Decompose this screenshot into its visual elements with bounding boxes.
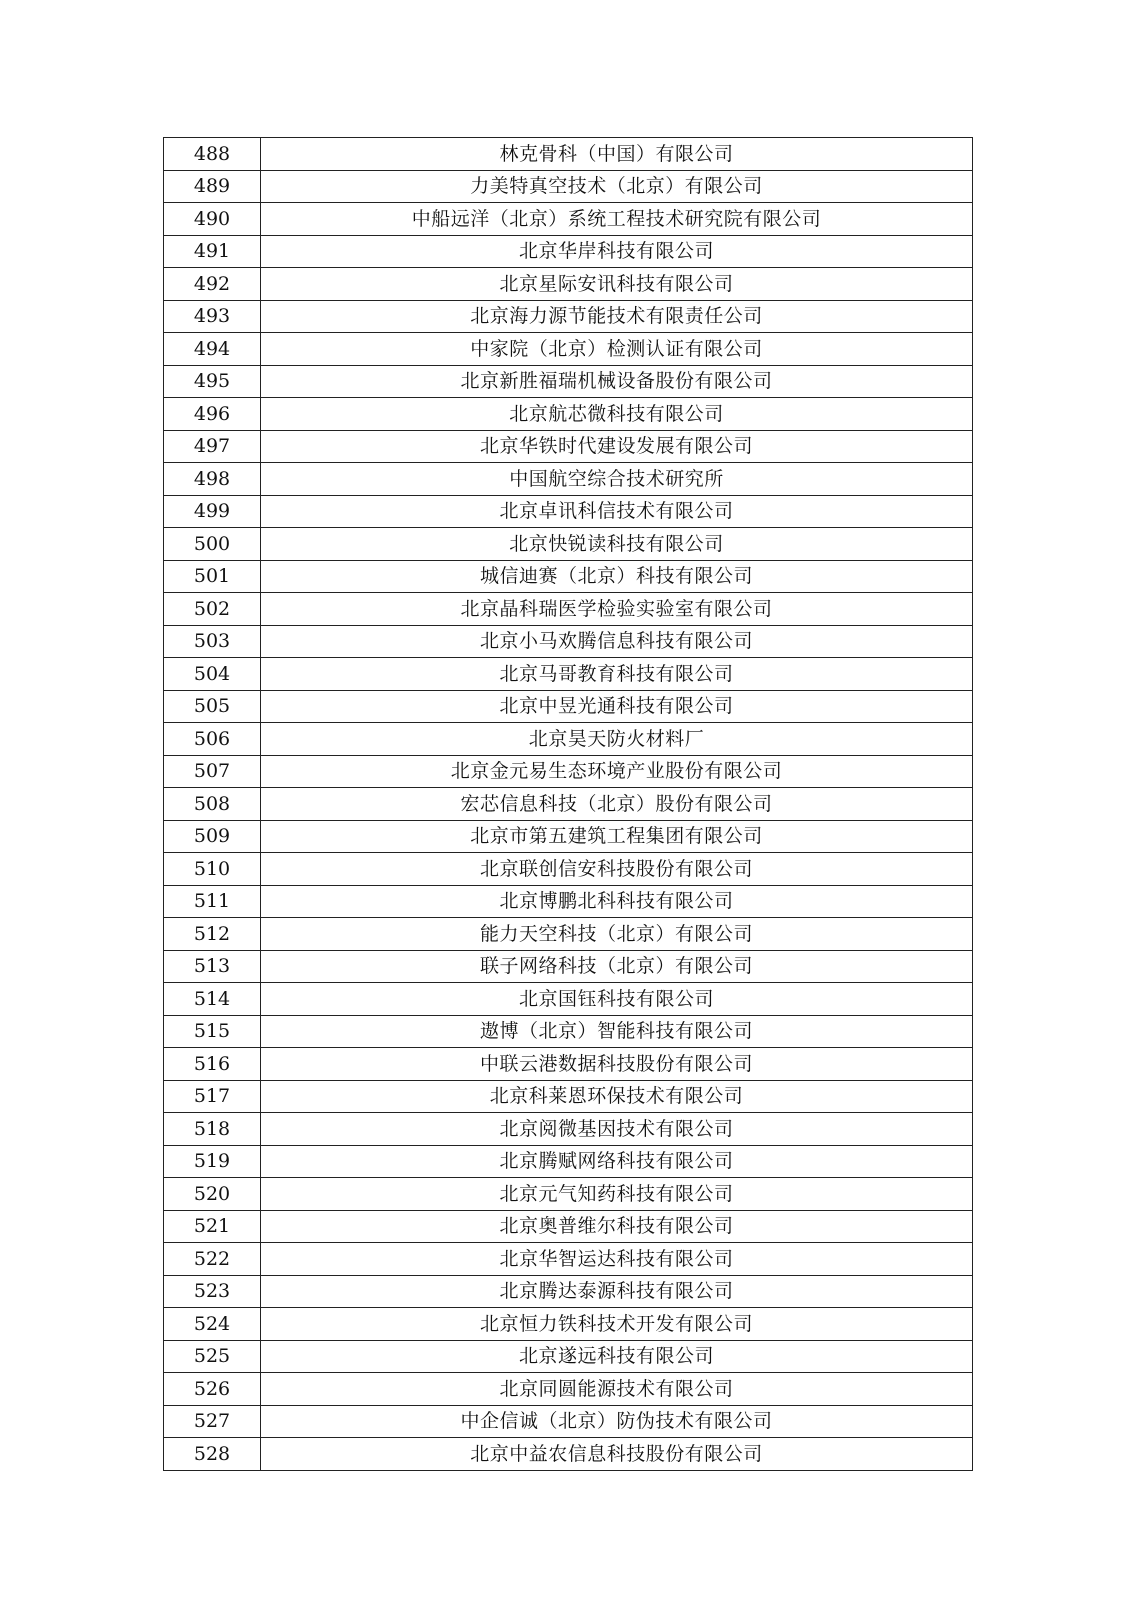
table-row <box>164 820 973 853</box>
table-row <box>164 138 973 171</box>
company-name-cell: 中船远洋（北京）系统工程技术研究院有限公司 <box>261 203 973 236</box>
company-name-cell: 中企信诚（北京）防伪技术有限公司 <box>261 1405 973 1438</box>
table-row <box>164 528 973 561</box>
table-row <box>164 1015 973 1048</box>
row-number-cell: 524 <box>164 1308 261 1341</box>
table-row <box>164 1405 973 1438</box>
table-row <box>164 300 973 333</box>
company-name-cell: 北京航芯微科技有限公司 <box>261 398 973 431</box>
row-number-cell: 489 <box>164 170 261 203</box>
company-name-cell: 北京海力源节能技术有限责任公司 <box>261 300 973 333</box>
table-row <box>164 755 973 788</box>
company-list-table <box>163 137 973 1471</box>
table-row <box>164 463 973 496</box>
row-number-cell: 518 <box>164 1113 261 1146</box>
row-number-cell: 526 <box>164 1373 261 1406</box>
table-row <box>164 983 973 1016</box>
row-number-cell: 503 <box>164 625 261 658</box>
company-name-cell: 联子网络科技（北京）有限公司 <box>261 950 973 983</box>
company-name-cell: 北京恒力铁科技术开发有限公司 <box>261 1308 973 1341</box>
row-number-cell: 513 <box>164 950 261 983</box>
row-number-cell: 496 <box>164 398 261 431</box>
row-number-cell: 520 <box>164 1178 261 1211</box>
table-row <box>164 1210 973 1243</box>
company-name-cell: 林克骨科（中国）有限公司 <box>261 138 973 171</box>
row-number-cell: 515 <box>164 1015 261 1048</box>
company-name-cell: 北京同圆能源技术有限公司 <box>261 1373 973 1406</box>
company-name-cell: 城信迪赛（北京）科技有限公司 <box>261 560 973 593</box>
row-number-cell: 493 <box>164 300 261 333</box>
table-row <box>164 1178 973 1211</box>
table-row <box>164 1145 973 1178</box>
company-name-cell: 北京遂远科技有限公司 <box>261 1340 973 1373</box>
table-row <box>164 1113 973 1146</box>
company-name-cell: 北京快锐读科技有限公司 <box>261 528 973 561</box>
row-number-cell: 488 <box>164 138 261 171</box>
row-number-cell: 490 <box>164 203 261 236</box>
table-row <box>164 1438 973 1471</box>
table-row <box>164 235 973 268</box>
company-name-cell: 北京华岸科技有限公司 <box>261 235 973 268</box>
row-number-cell: 512 <box>164 918 261 951</box>
table-row <box>164 1275 973 1308</box>
row-number-cell: 509 <box>164 820 261 853</box>
company-name-cell: 北京博鹏北科科技有限公司 <box>261 885 973 918</box>
company-name-cell: 北京华智运达科技有限公司 <box>261 1243 973 1276</box>
company-name-cell: 北京阅微基因技术有限公司 <box>261 1113 973 1146</box>
table-row <box>164 950 973 983</box>
row-number-cell: 525 <box>164 1340 261 1373</box>
company-name-cell: 能力天空科技（北京）有限公司 <box>261 918 973 951</box>
table-row <box>164 1373 973 1406</box>
row-number-cell: 494 <box>164 333 261 366</box>
row-number-cell: 497 <box>164 430 261 463</box>
row-number-cell: 501 <box>164 560 261 593</box>
company-name-cell: 北京卓讯科信技术有限公司 <box>261 495 973 528</box>
row-number-cell: 506 <box>164 723 261 756</box>
row-number-cell: 523 <box>164 1275 261 1308</box>
row-number-cell: 516 <box>164 1048 261 1081</box>
row-number-cell: 492 <box>164 268 261 301</box>
table-row <box>164 788 973 821</box>
table-row <box>164 1308 973 1341</box>
company-name-cell: 北京元气知药科技有限公司 <box>261 1178 973 1211</box>
company-name-cell: 北京昊天防火材料厂 <box>261 723 973 756</box>
company-name-cell: 北京星际安讯科技有限公司 <box>261 268 973 301</box>
row-number-cell: 505 <box>164 690 261 723</box>
company-name-cell: 宏芯信息科技（北京）股份有限公司 <box>261 788 973 821</box>
table-row <box>164 723 973 756</box>
row-number-cell: 511 <box>164 885 261 918</box>
row-number-cell: 521 <box>164 1210 261 1243</box>
table-row <box>164 918 973 951</box>
table-row <box>164 495 973 528</box>
table-row <box>164 1243 973 1276</box>
company-name-cell: 北京中益农信息科技股份有限公司 <box>261 1438 973 1471</box>
company-name-cell: 力美特真空技术（北京）有限公司 <box>261 170 973 203</box>
row-number-cell: 504 <box>164 658 261 691</box>
row-number-cell: 510 <box>164 853 261 886</box>
row-number-cell: 522 <box>164 1243 261 1276</box>
company-name-cell: 北京市第五建筑工程集团有限公司 <box>261 820 973 853</box>
table-row <box>164 268 973 301</box>
company-name-cell: 北京国钰科技有限公司 <box>261 983 973 1016</box>
row-number-cell: 507 <box>164 755 261 788</box>
row-number-cell: 517 <box>164 1080 261 1113</box>
company-name-cell: 北京马哥教育科技有限公司 <box>261 658 973 691</box>
company-name-cell: 中联云港数据科技股份有限公司 <box>261 1048 973 1081</box>
company-name-cell: 北京金元易生态环境产业股份有限公司 <box>261 755 973 788</box>
row-number-cell: 528 <box>164 1438 261 1471</box>
row-number-cell: 495 <box>164 365 261 398</box>
table-row <box>164 560 973 593</box>
table-row <box>164 333 973 366</box>
row-number-cell: 500 <box>164 528 261 561</box>
company-name-cell: 北京腾达泰源科技有限公司 <box>261 1275 973 1308</box>
company-name-cell: 遨博（北京）智能科技有限公司 <box>261 1015 973 1048</box>
table-row <box>164 170 973 203</box>
table-row <box>164 1048 973 1081</box>
row-number-cell: 491 <box>164 235 261 268</box>
company-name-cell: 北京奥普维尔科技有限公司 <box>261 1210 973 1243</box>
table-body <box>164 138 973 1471</box>
company-name-cell: 北京晶科瑞医学检验实验室有限公司 <box>261 593 973 626</box>
company-name-cell: 北京小马欢腾信息科技有限公司 <box>261 625 973 658</box>
company-name-cell: 北京新胜福瑞机械设备股份有限公司 <box>261 365 973 398</box>
company-name-cell: 中家院（北京）检测认证有限公司 <box>261 333 973 366</box>
table-row <box>164 853 973 886</box>
table-row <box>164 690 973 723</box>
row-number-cell: 527 <box>164 1405 261 1438</box>
company-name-cell: 北京腾赋网络科技有限公司 <box>261 1145 973 1178</box>
company-name-cell: 北京华铁时代建设发展有限公司 <box>261 430 973 463</box>
row-number-cell: 514 <box>164 983 261 1016</box>
table-row <box>164 430 973 463</box>
table-row <box>164 365 973 398</box>
row-number-cell: 519 <box>164 1145 261 1178</box>
row-number-cell: 502 <box>164 593 261 626</box>
row-number-cell: 508 <box>164 788 261 821</box>
table-row <box>164 625 973 658</box>
company-name-cell: 北京联创信安科技股份有限公司 <box>261 853 973 886</box>
table-row <box>164 658 973 691</box>
table-row <box>164 885 973 918</box>
table-row <box>164 593 973 626</box>
table-row <box>164 1340 973 1373</box>
table-row <box>164 203 973 236</box>
row-number-cell: 499 <box>164 495 261 528</box>
table-row <box>164 398 973 431</box>
table-row <box>164 1080 973 1113</box>
row-number-cell: 498 <box>164 463 261 496</box>
company-name-cell: 北京中昱光通科技有限公司 <box>261 690 973 723</box>
company-name-cell: 北京科莱恩环保技术有限公司 <box>261 1080 973 1113</box>
company-name-cell: 中国航空综合技术研究所 <box>261 463 973 496</box>
